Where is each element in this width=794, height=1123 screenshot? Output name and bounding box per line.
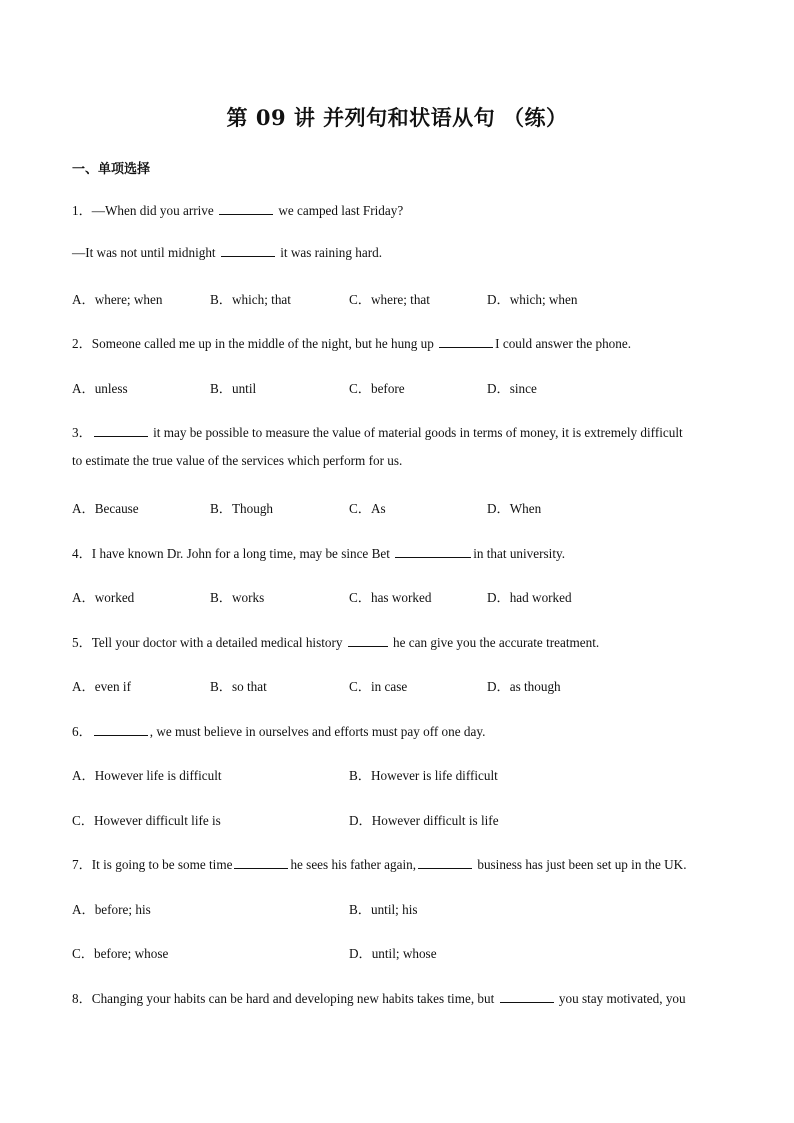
answer-blank [221, 244, 275, 257]
option-a: A．unless [72, 381, 128, 396]
question-7: 7．It is going to be some time he sees his father again, business has just been set up in the UK. [72, 857, 687, 872]
option-a: A．even if [72, 679, 131, 694]
option-c: C．before [349, 381, 405, 396]
question-6: 6． , we must believe in ourselves and efforts must pay off one day. [72, 724, 486, 739]
answer-blank [348, 634, 388, 647]
question-number: 4． [72, 546, 92, 561]
question-number: 7． [72, 857, 92, 872]
option-a: A．where; when [72, 292, 163, 307]
question-number: 8． [72, 991, 92, 1006]
option-d: D．since [487, 381, 537, 396]
option-a: A．before; his [72, 902, 151, 917]
option-b: B．Though [210, 501, 274, 516]
answer-blank [94, 723, 148, 736]
option-b: B．so that [210, 679, 267, 694]
question-number: 1． [72, 203, 92, 218]
option-d: D．until; whose [349, 946, 437, 961]
question-number: 6． [72, 724, 92, 739]
answer-blank [234, 856, 288, 869]
question-number: 5． [72, 635, 92, 650]
question-2: 2．Someone called me up in the middle of the night, but he hung up I could answer the phone. [72, 336, 632, 351]
answer-blank [500, 990, 554, 1003]
question-5: 5．Tell your doctor with a detailed medical history he can give you the accurate treatment. [72, 635, 600, 650]
question-number: 2． [72, 336, 92, 351]
question-1-line-2: —It was not until midnight it was raining hard. [72, 245, 383, 260]
option-b: B．until; his [349, 902, 418, 917]
option-b: B．works [210, 590, 265, 605]
answer-blank [219, 202, 273, 215]
option-d: D．had worked [487, 590, 572, 605]
option-c: C．has worked [349, 590, 432, 605]
question-8: 8．Changing your habits can be hard and developing new habits takes time, but you stay motivated, you [72, 991, 686, 1006]
option-b: B．until [210, 381, 257, 396]
option-b: B．which; that [210, 292, 291, 307]
option-c: C．However difficult life is [72, 813, 221, 828]
question-4: 4．I have known Dr. John for a long time, may be since Bet in that university. [72, 546, 566, 561]
question-3: 3． it may be possible to measure the value of material goods in terms of money, it is extremely difficult [72, 425, 683, 440]
option-d: D．When [487, 501, 542, 516]
answer-blank [418, 856, 472, 869]
option-c: C．in case [349, 679, 408, 694]
option-c: C．where; that [349, 292, 430, 307]
option-a: A．However life is difficult [72, 768, 222, 783]
option-d: D．However difficult is life [349, 813, 499, 828]
option-c: C．As [349, 501, 386, 516]
option-d: D．which; when [487, 292, 578, 307]
answer-blank [94, 424, 148, 437]
answer-blank [439, 335, 493, 348]
option-a: A．worked [72, 590, 135, 605]
option-d: D．as though [487, 679, 561, 694]
section-heading: 一、单项选择 [72, 162, 151, 177]
option-a: A．Because [72, 501, 139, 516]
question-1: 1．—When did you arrive we camped last Friday? [72, 203, 404, 218]
option-b: B．However is life difficult [349, 768, 498, 783]
answer-blank [395, 545, 471, 558]
option-c: C．before; whose [72, 946, 169, 961]
page-title: 第 09 讲 并列句和状语从句 （练） [226, 105, 568, 130]
question-number: 3． [72, 425, 92, 440]
question-3-line-2: to estimate the true value of the services which perform for us. [72, 453, 403, 468]
